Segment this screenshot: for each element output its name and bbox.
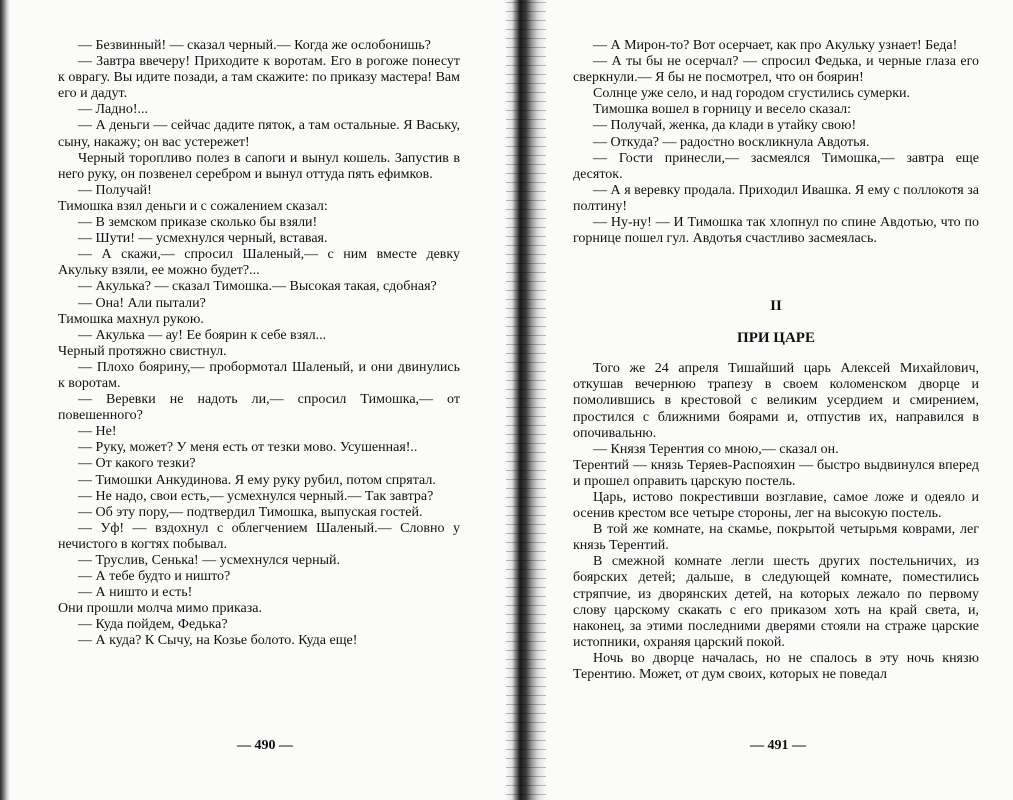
right-page-text	[573, 38, 979, 683]
left-page-text	[58, 38, 460, 650]
paragraph: — Ладно!...	[78, 102, 148, 118]
paragraph: — В земском приказе сколько бы взяли!	[78, 215, 318, 231]
paragraph: — Князя Терентия со мною,— сказал он.	[593, 441, 839, 457]
paragraph: Они прошли молча мимо приказа.	[58, 601, 263, 617]
book-gutter	[506, 0, 546, 800]
paragraph: — Безвинный! — сказал черный.— Когда же ослобонишь?	[78, 38, 431, 53]
paragraph: — Руку, может? У меня есть от тезки мово. Усушенная!..	[78, 440, 418, 456]
paragraph: — А Мирон-то? Вот осерчает, как про Акульку узнает! Беда!	[593, 38, 958, 53]
paragraph: — А куда? К Сычу, на Козье болото. Куда еще!	[78, 633, 358, 649]
paragraph: — Гости принесли,— засмеялся Тимошка,— завтра еще десяток.	[573, 150, 979, 182]
paragraph: — А деньги — сейчас дадите пяток, а там остальные. Я Ваську, сыну, накажу; он вас устережет!	[58, 118, 460, 150]
paragraph: — А тебе будто и ништо?	[78, 569, 231, 585]
paragraph: — Не!	[78, 424, 117, 440]
paragraph: — Веревки не надоть ли,— спросил Тимошка,— от повешенного?	[58, 392, 460, 424]
paragraph: — Плохо боярину,— пробормотал Шаленый, и они двинулись к воротам.	[58, 359, 460, 391]
paragraph: — Она! Али пытали?	[78, 295, 206, 311]
paragraph: Того же 24 апреля Тишайший царь Алексей Михайлович, откушав вечернюю трапезу в своем коломенском дворце и помолившись в крестовой с великим усердием и смирением, простился с ближними боярами и, отпустив их, направился в опочивальню.	[573, 361, 979, 441]
paragraph: — А ништо и есть!	[78, 585, 193, 601]
paragraph: — От какого тезки?	[78, 456, 196, 472]
chapter-number: II	[770, 298, 782, 315]
paragraph: Тимошка махнул рукою.	[58, 311, 204, 327]
paragraph: Солнце уже село, и над городом сгустились сумерки.	[593, 86, 911, 102]
paragraph: Терентий — князь Теряев-Распояхин — быстро выдвинулся вперед и прошел оправить царскую постель.	[573, 457, 979, 489]
paragraph: — Об эту пору,— подтвердил Тимошка, выпуская гостей.	[78, 504, 423, 520]
paragraph: — Откуда? — радостно воскликнула Авдотья.	[593, 134, 870, 150]
paragraph: — Труслив, Сенька! — усмехнулся черный.	[78, 553, 340, 568]
paragraph: Тимошка взял деньги и с сожалением сказал:	[58, 198, 328, 214]
paragraph: В той же комнате, на скамье, покрытой четырьмя коврами, лег князь Терентий.	[573, 522, 979, 554]
paragraph: — Тимошки Анкудинова. Я ему руку рубил, потом спрятал.	[78, 472, 436, 488]
page-number-right: — 491 —	[750, 738, 806, 753]
paragraph: Черный торопливо полез в сапоги и вынул кошель. Запустив в него руку, он позвенел серебром и вынул оттуда пять ефимков.	[58, 150, 460, 182]
chapter-title: ПРИ ЦАРЕ	[737, 330, 815, 347]
paragraph: — А я веревку продала. Приходил Ивашка. Я ему с поллокотя за полтину!	[573, 182, 979, 214]
paragraph: — Шути! — усмехнулся черный, вставая.	[78, 231, 328, 247]
paragraph: — А скажи,— спросил Шаленый,— с ним вместе девку Акульку взяли, ее можно будет?...	[58, 247, 460, 279]
left-page-edge	[0, 0, 10, 800]
paragraph: Тимошка вошел в горницу и весело сказал:	[593, 102, 852, 118]
paragraph: — Акулька — ау! Ее боярин к себе взял...	[78, 327, 327, 343]
paragraph: — Ну-ну! — И Тимошка так хлопнул по спине Авдотью, что по горнице пошел гул. Авдотья счастливо засмеялась.	[573, 215, 979, 247]
paragraph: Ночь во дворце началась, но не спалось в эту ночь князю Терентию. Может, от дум своих, которых не поведал	[573, 650, 979, 682]
paragraph: — Не надо, свои есть,— усмехнулся черный.— Так завтра?	[78, 488, 434, 504]
paragraph: Царь, истово покрестивши возглавие, самое ложе и одеяло и осенив крестом все четыре стороны, лег на высокую постель.	[573, 489, 979, 522]
paragraph: — А ты бы не осерчал? — спросил Федька, и черные глаза его сверкнули.— Я бы не посмотрел, что он боярин!	[573, 54, 979, 86]
page-number-left: — 490 —	[237, 738, 293, 753]
paragraph: — Получай!	[78, 182, 152, 198]
paragraph: — Куда пойдем, Федька?	[78, 617, 228, 633]
paragraph: В смежной комнате легли шесть других постельничих, из боярских детей; дальше, в следующей комнате, поместились стряпчие, из дворянских детей, на которых лежало по первому слову царскому скакать с его приказом хоть на край света, и, наконец, за этими последними дверями стояли на страже царские истопники, охраняя царский покой.	[573, 554, 979, 650]
paragraph: — Акулька? — сказал Тимошка.— Высокая такая, сдобная?	[78, 279, 437, 295]
paragraph: — Получай, женка, да клади в утайку свою!	[593, 118, 857, 134]
paragraph: Черный протяжно свистнул.	[58, 343, 227, 359]
paragraph: — Уф! — вздохнул с облегчением Шаленый.— Словно у нечистого в когтях побывал.	[58, 520, 460, 552]
paragraph: — Завтра ввечеру! Приходите к воротам. Его в рогоже понесут к оврагу. Вы идите позади, а там скажите: по приказу мастера! Вам его и дадут.	[58, 54, 460, 102]
